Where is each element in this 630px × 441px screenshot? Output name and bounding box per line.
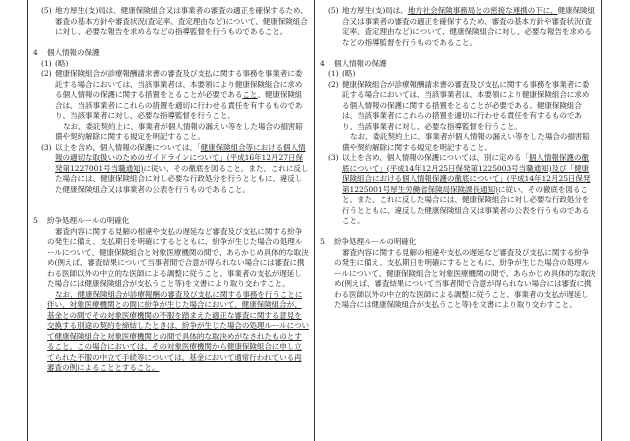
section-number: 5 [33, 216, 38, 225]
item-text: 健康保険組合が診療報酬請求書の審査及び支払に関する事務を事業者に委託する場合においては、当該事業者は、本要領により健康保険組合に求める個人情報の保護に関する措置をとることが必要である。健康保険組合は、当該事業者にこれらの措置を適切に行わせる責任を有するものであり、当該事業者に対し、必要な指導監督を行うこと。 [342, 79, 590, 131]
item-note: なお、委託契約上に、事業者が個人情報の漏えい等をした場合の損害賠償や契約解除に関する規定を明記すること。 [55, 121, 303, 141]
right-item-4-3 [320, 153, 596, 227]
right-item-5 [320, 6, 596, 48]
left-item-4-3 [33, 143, 309, 196]
right-section-5-body [320, 248, 596, 311]
right-item-4-1 [320, 69, 596, 80]
left-item-4-1 [33, 59, 309, 70]
section-number: 4 [320, 58, 325, 68]
item-text-part: 地方厚生(支)局は、 [342, 6, 408, 15]
item-number: (3) [41, 142, 52, 152]
item-number: (2) [41, 69, 52, 78]
item-text-part: 以上を含め、個人情報の保護については、「 [55, 142, 201, 152]
section-text: 審査内容に関する見解の相違や支払の遅延など審査及び支払に関する紛争の発生に備え、支払期日を明確にするとともに、紛争が生じた場合の処理ルールについて、健康保険組合と対象医療機関の間で、あらかじめ具体的な取決め(例えば、審査結果について当事者間で合意が得られない場合には審査に携わる医師以外の中立的な医師による調整に従うこと、事業者の支払が遅延した場合には健康保険組合が支払うこと等)を文書により取り交わすこと。 [334, 247, 596, 309]
item-text [55, 143, 309, 196]
section-title: 個人情報の保護 [47, 48, 100, 57]
item-text-part: 。健康保険組合は、当該事業者にこれらの措置を適切に行わせる責任を有するものであり、当該事業者に対し、必要な指導監督を行うこと。 [55, 90, 303, 120]
right-section-4-heading [320, 59, 596, 70]
left-section-4-heading [33, 48, 309, 59]
item-number: (1) [41, 58, 52, 68]
amended-note: なお、健康保険組合が診療報酬の審査及び支払に関する事務を行うことに伴い、対象医療機関との間に紛争が生じた場合において、健康保険組合が、基金との間でその対象医療機関の不服を踏まえた適正な審査に関する意見を交換する別途の契約を締結したときは、紛争が生じた場合の処理ルールについて健康保険組合と対象医療機関との間で具体的な取決めがなされたものとすること。この場合においては、その対象医療機関から健康保険組合に申し立てられた不服の中立て手続等については、基金において通常行われている再審査の例によることとすること。 [47, 289, 309, 372]
item-number: (5) [41, 6, 52, 15]
item-number: (2) [328, 79, 339, 89]
left-item-4-2 [33, 69, 309, 143]
column-divider [314, 0, 315, 441]
right-item-4-2 [320, 80, 596, 154]
left-section-5-body [33, 227, 309, 374]
column-border-left [27, 0, 28, 441]
item-text-part: に従い、その徹底を図ること。また、これに反した場合には、健康保険組合に対し必要な行政処分を行うとともに、違反した健康保険組合又は事業者の公表を行うものであること。 [55, 163, 309, 194]
item-text [55, 69, 309, 122]
current-column [320, 6, 596, 311]
item-text: (略) [342, 69, 356, 78]
section-number: 4 [33, 48, 38, 57]
item-text [342, 6, 596, 48]
amended-text: 地方社会保険事務局との密接な連携の下に、 [407, 6, 558, 15]
item-text-part: 以上を含め、個人情報の保護については、別に定める「 [342, 153, 529, 162]
section-number: 5 [320, 237, 325, 246]
section-text: 審査内容に関する見解の相違や支払の遅延など審査及び支払に関する紛争の発生に備え、支払期日を明確にするとともに、紛争が生じた場合の処理ルールについて、健康保険組合と対象医療機関の間で、あらかじめ具体的な取決め(例えば、審査結果について当事者間で合意が得られない場合には審査に携わる医師以外の中立的な医師による調整に従うこと、事業者の支払が遅延した場合には健康保険組合が支払うこと等)を文書により取り交わすこと。 [47, 226, 309, 288]
item-number: (5) [328, 6, 339, 15]
left-item-5 [33, 6, 309, 38]
section-title: 個人情報の保護 [334, 58, 387, 68]
column-border-right [601, 0, 602, 441]
left-section-5-heading [33, 216, 309, 227]
revised-column [33, 6, 309, 374]
item-text: 地方厚生(支)局は、健康保険組合又は事業者の審査の適正を確保するため、審査の基本方針や審査状況(査定率、査定理由など)について、健康保険組合に対し、必要な報告を求めるなどの指導監督を行うものであること。 [55, 6, 308, 36]
item-text: (略) [55, 58, 69, 68]
item-number: (1) [328, 69, 339, 78]
amended-text: 健康保険組合等における個人情報の適切な取扱いのためのガイドラインについて」(平成16年12月27日保発第1227001号当職通知) [55, 142, 306, 173]
item-text-part: 健康保険組合が診療報酬請求書の審査及び支払に関する事務を事業者に委託する場合においては、当該事業者は、本要領により健康保険組合に求める個人情報の保護に関する措置をとることが必要である [55, 69, 303, 99]
section-title: 紛争処理ルールの明確化 [47, 216, 130, 225]
item-note: なお、委託契約上に、事業者が個人情報の漏えい等をした場合の損害賠償や契約解除に関する規定を明記すること。 [342, 132, 590, 152]
amended-text: こと [242, 90, 258, 99]
item-text-part: 健康保険組合又は事業者の審査の適正を確保するため、審査の基本方針や審査状況(査定率、査定理由など)について、健康保険組合に対し、必要な報告を求めるなどの指導監督を行うものであること。 [342, 6, 596, 47]
item-text [342, 153, 596, 227]
item-text-part: に従い、その徹底を図ること。また、これに反した場合には、健康保険組合に対し必要な行政処分を行うとともに、違反した健康保険組合又は事業者の公表を行うものであること。 [342, 184, 590, 225]
amended-text: 個人情報保護の徹底について」(平成14年12月25日保発第1225003号当職通知)及び「健康保険組合における個人情報保護の徹底について」(平成14年12月25日保発第1225001号厚生労働省保険局保険課長通知) [342, 153, 591, 194]
section-title: 紛争処理ルールの明確化 [334, 237, 417, 246]
item-number: (3) [328, 153, 339, 162]
right-section-5-heading [320, 237, 596, 248]
